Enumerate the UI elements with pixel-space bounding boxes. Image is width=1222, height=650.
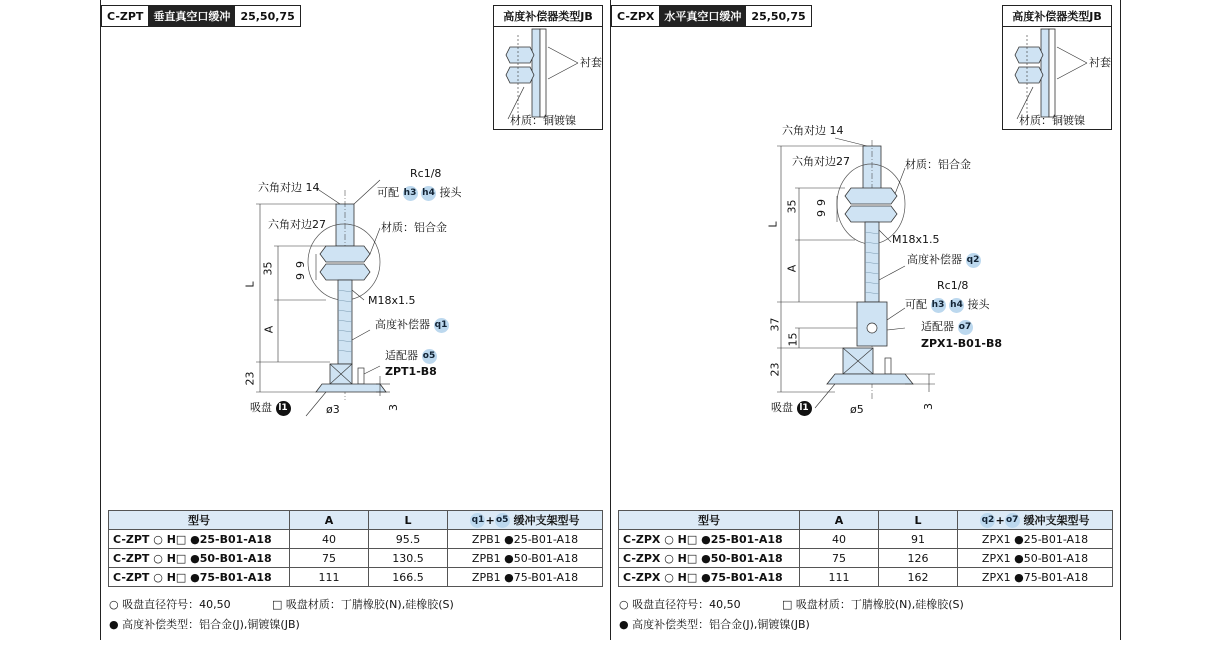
right-row1-a: 40 xyxy=(800,530,879,549)
right-row1-bracket: ZPX1 ●25-B01-A18 xyxy=(958,530,1113,549)
table-row xyxy=(619,530,1113,549)
right-jb-sleeve: 衬套 xyxy=(1089,56,1111,69)
left-row2-model: C-ZPT ○ H□ ●50-B01-A18 xyxy=(109,549,290,568)
table-row xyxy=(109,568,603,587)
left-comp-label: 高度补偿器 xyxy=(375,318,430,331)
left-dim-3: 3 xyxy=(387,404,400,411)
left-comp-badge: q1 xyxy=(434,318,449,333)
left-spec-table xyxy=(108,510,603,587)
right-row2-model: C-ZPX ○ H□ ●50-B01-A18 xyxy=(619,549,800,568)
right-dim-23: 23 xyxy=(768,362,782,377)
left-table-header xyxy=(109,511,603,530)
left-hex27: 六角对边27 xyxy=(268,218,326,231)
left-dim-A: A xyxy=(262,325,276,334)
right-row3-bracket: ZPX1 ●75-B01-A18 xyxy=(958,568,1113,587)
right-badge-h3: h3 xyxy=(931,298,946,313)
right-badge-h4: h4 xyxy=(949,298,964,313)
left-hex14: 六角对边 14 xyxy=(258,181,320,194)
left-badge-h4: h4 xyxy=(421,186,436,201)
right-fitting xyxy=(905,296,990,313)
right-drawing xyxy=(755,130,995,420)
right-comp xyxy=(907,251,981,268)
right-row3-model: C-ZPX ○ H□ ●75-B01-A18 xyxy=(619,568,800,587)
right-th-plus: + xyxy=(995,513,1005,527)
right-dia: ø5 xyxy=(850,403,864,416)
left-comp xyxy=(375,316,449,333)
right-hex27: 六角对边27 xyxy=(792,155,850,168)
right-adapter xyxy=(921,318,973,335)
left-header-code: C-ZPT xyxy=(107,9,144,23)
right-adapter-label: 适配器 xyxy=(921,320,954,333)
right-comp-badge: q2 xyxy=(966,253,981,268)
left-dia: ø3 xyxy=(326,403,340,416)
right-th-bracket xyxy=(958,511,1113,530)
right-dim-L: L xyxy=(766,221,780,228)
left-th-model: 型号 xyxy=(109,511,290,530)
left-row2-l: 130.5 xyxy=(369,549,448,568)
table-row xyxy=(619,549,1113,568)
left-th-a: A xyxy=(290,511,369,530)
right-hex14: 六角对边 14 xyxy=(782,124,844,137)
left-note-diameter: ○ 吸盘直径符号：40,50 xyxy=(109,598,231,611)
left-row3-bracket: ZPB1 ●75-B01-A18 xyxy=(448,568,603,587)
right-row1-model: C-ZPX ○ H□ ●25-B01-A18 xyxy=(619,530,800,549)
right-th-model: 型号 xyxy=(619,511,800,530)
right-cup-label: 吸盘 xyxy=(771,401,793,414)
right-header-strokes: 25,50,75 xyxy=(751,9,806,23)
right-comp-label: 高度补偿器 xyxy=(907,253,962,266)
right-header-name: 水平真空口缓冲 xyxy=(659,6,746,26)
left-row1-l: 95.5 xyxy=(369,530,448,549)
left-row3-a: 111 xyxy=(290,568,369,587)
right-th-l: L xyxy=(879,511,958,530)
right-th-bracket-label: 缓冲支架型号 xyxy=(1023,513,1090,527)
right-rc: Rc1/8 xyxy=(937,279,969,292)
right-dim-9b: 9 xyxy=(815,210,828,217)
left-fitting-suffix: 接头 xyxy=(439,186,462,199)
left-row3-l: 166.5 xyxy=(369,568,448,587)
left-note-material: □ 吸盘材质：丁腈橡胶(N),硅橡胶(S) xyxy=(272,598,454,611)
right-dim-3: 3 xyxy=(922,403,935,410)
left-material: 材质：铝合金 xyxy=(381,221,447,234)
left-fitting-prefix: 可配 xyxy=(377,186,399,199)
right-note-material: □ 吸盘材质：丁腈橡胶(N),硅橡胶(S) xyxy=(782,598,964,611)
left-adapter-badge: o5 xyxy=(422,349,437,364)
left-cup-badge: l1 xyxy=(276,401,291,416)
right-cup xyxy=(771,399,812,416)
left-th-plus: + xyxy=(485,513,495,527)
right-note-diameter: ○ 吸盘直径符号：40,50 xyxy=(619,598,741,611)
left-th-badge-q1: q1 xyxy=(470,513,485,528)
right-note-comp: ● 高度补偿类型：铝合金(J),铜镀镍(JB) xyxy=(619,618,810,631)
left-row2-bracket: ZPB1 ●50-B01-A18 xyxy=(448,549,603,568)
left-dim-35: 35 xyxy=(261,261,275,276)
right-cup-badge: l1 xyxy=(797,401,812,416)
left-jb-title: 高度补偿器类型JB xyxy=(494,6,602,27)
right-row2-bracket: ZPX1 ●50-B01-A18 xyxy=(958,549,1113,568)
left-fitting xyxy=(377,184,462,201)
table-row xyxy=(109,530,603,549)
right-jb-box xyxy=(1002,5,1112,130)
left-header xyxy=(101,5,301,27)
left-badge-h3: h3 xyxy=(403,186,418,201)
right-material: 材质：铝合金 xyxy=(905,158,971,171)
right-adapter-model: ZPX1-B01-B8 xyxy=(921,337,1003,350)
left-row1-model: C-ZPT ○ H□ ●25-B01-A18 xyxy=(109,530,290,549)
table-row xyxy=(109,549,603,568)
left-dim-9b: 9 xyxy=(294,273,307,280)
left-header-name: 垂直真空口缓冲 xyxy=(148,6,235,26)
left-adapter-label: 适配器 xyxy=(385,349,418,362)
left-row1-bracket: ZPB1 ●25-B01-A18 xyxy=(448,530,603,549)
right-fitting-prefix: 可配 xyxy=(905,298,927,311)
right-row3-a: 111 xyxy=(800,568,879,587)
table-row xyxy=(619,568,1113,587)
right-border xyxy=(1120,0,1121,640)
right-th-badge-o7: o7 xyxy=(1005,513,1020,528)
right-row2-l: 126 xyxy=(879,549,958,568)
left-dim-L: L xyxy=(243,281,257,288)
right-header xyxy=(611,5,812,27)
right-header-code: C-ZPX xyxy=(617,9,655,23)
right-jb-title: 高度补偿器类型JB xyxy=(1003,6,1111,27)
right-dim-9a: 9 xyxy=(815,199,828,206)
left-header-strokes: 25,50,75 xyxy=(240,9,295,23)
right-jb-material: 材质：铜镀镍 xyxy=(1019,114,1085,127)
right-adapter-badge: o7 xyxy=(958,320,973,335)
right-dim-35: 35 xyxy=(785,199,799,214)
left-th-bracket-label: 缓冲支架型号 xyxy=(513,513,580,527)
left-jb-sleeve: 衬套 xyxy=(580,56,602,69)
left-th-bracket xyxy=(448,511,603,530)
left-dim-23: 23 xyxy=(243,371,257,386)
left-row1-a: 40 xyxy=(290,530,369,549)
right-row3-l: 162 xyxy=(879,568,958,587)
left-dim-9a: 9 xyxy=(294,261,307,268)
right-dim-A: A xyxy=(785,264,799,273)
left-jb-box xyxy=(493,5,603,130)
right-row1-l: 91 xyxy=(879,530,958,549)
right-row2-a: 75 xyxy=(800,549,879,568)
left-m18: M18x1.5 xyxy=(368,294,416,307)
right-dim-15: 15 xyxy=(786,332,800,347)
left-border xyxy=(100,0,101,640)
right-th-badge-q2: q2 xyxy=(980,513,995,528)
left-row3-model: C-ZPT ○ H□ ●75-B01-A18 xyxy=(109,568,290,587)
right-th-a: A xyxy=(800,511,879,530)
right-fitting-suffix: 接头 xyxy=(967,298,990,311)
left-th-l: L xyxy=(369,511,448,530)
right-spec-table xyxy=(618,510,1113,587)
left-th-badge-o5: o5 xyxy=(495,513,510,528)
left-cup xyxy=(250,399,291,416)
left-jb-material: 材质：铜镀镍 xyxy=(510,114,576,127)
left-cup-label: 吸盘 xyxy=(250,401,272,414)
left-adapter-model: ZPT1-B8 xyxy=(385,365,437,378)
right-table-header xyxy=(619,511,1113,530)
left-rc: Rc1/8 xyxy=(410,167,442,180)
right-m18: M18x1.5 xyxy=(892,233,940,246)
left-drawing xyxy=(230,170,470,430)
left-row2-a: 75 xyxy=(290,549,369,568)
left-note-comp: ● 高度补偿类型：铝合金(J),铜镀镍(JB) xyxy=(109,618,300,631)
right-dim-37: 37 xyxy=(768,317,782,332)
left-adapter xyxy=(385,347,437,364)
center-divider xyxy=(610,0,611,640)
